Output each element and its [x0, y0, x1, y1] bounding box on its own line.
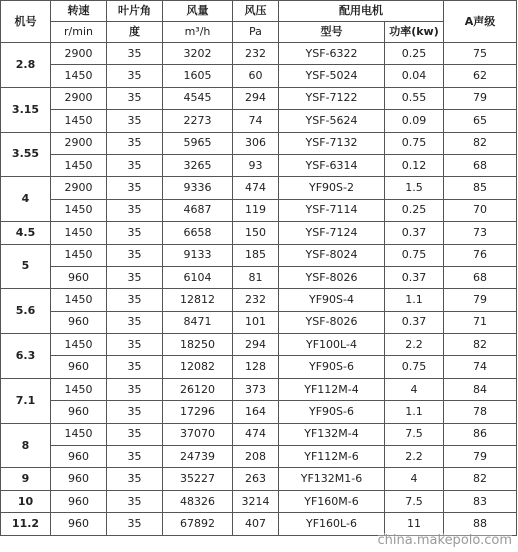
cell-angle: 35 — [107, 244, 163, 266]
cell-motor: YSF-8026 — [279, 311, 385, 333]
cell-noise: 75 — [444, 43, 517, 65]
cell-model: 10 — [1, 490, 51, 512]
cell-noise: 85 — [444, 177, 517, 199]
cell-motor: YSF-8024 — [279, 244, 385, 266]
table-row — [1, 199, 517, 221]
cell-motor: YF90S-6 — [279, 401, 385, 423]
cell-power: 0.37 — [385, 222, 444, 244]
cell-angle: 35 — [107, 266, 163, 288]
cell-pressure: 407 — [233, 513, 279, 535]
cell-speed: 960 — [51, 401, 107, 423]
cell-power: 0.75 — [385, 132, 444, 154]
cell-noise: 68 — [444, 266, 517, 288]
cell-noise: 68 — [444, 154, 517, 176]
cell-power: 4 — [385, 378, 444, 400]
cell-model: 3.55 — [1, 132, 51, 177]
cell-airflow: 9133 — [163, 244, 233, 266]
cell-noise: 86 — [444, 423, 517, 445]
cell-speed: 1450 — [51, 378, 107, 400]
table-row — [1, 446, 517, 468]
cell-speed: 1450 — [51, 110, 107, 132]
table-row — [1, 311, 517, 333]
cell-model: 5 — [1, 244, 51, 289]
table-row — [1, 468, 517, 490]
cell-pressure: 74 — [233, 110, 279, 132]
cell-model: 3.15 — [1, 87, 51, 132]
cell-motor: YSF-6322 — [279, 43, 385, 65]
cell-motor: YF90S-2 — [279, 177, 385, 199]
watermark: china.makepolo.com — [377, 533, 512, 548]
table-row — [1, 222, 517, 244]
cell-speed: 960 — [51, 311, 107, 333]
cell-airflow: 37070 — [163, 423, 233, 445]
table-row — [1, 43, 517, 65]
cell-motor: YSF-7124 — [279, 222, 385, 244]
cell-pressure: 208 — [233, 446, 279, 468]
table-body — [1, 43, 517, 536]
cell-model: 4 — [1, 177, 51, 222]
cell-power: 0.25 — [385, 43, 444, 65]
cell-angle: 35 — [107, 132, 163, 154]
cell-power: 0.37 — [385, 266, 444, 288]
cell-power: 0.12 — [385, 154, 444, 176]
cell-motor: YF112M-4 — [279, 378, 385, 400]
cell-pressure: 294 — [233, 87, 279, 109]
cell-speed: 960 — [51, 490, 107, 512]
cell-angle: 35 — [107, 334, 163, 356]
header-speed-unit: r/min — [51, 22, 107, 43]
cell-airflow: 24739 — [163, 446, 233, 468]
cell-angle: 35 — [107, 513, 163, 535]
cell-airflow: 35227 — [163, 468, 233, 490]
cell-speed: 1450 — [51, 199, 107, 221]
cell-angle: 35 — [107, 65, 163, 87]
cell-angle: 35 — [107, 356, 163, 378]
cell-motor: YSF-8026 — [279, 266, 385, 288]
cell-airflow: 6658 — [163, 222, 233, 244]
cell-angle: 35 — [107, 490, 163, 512]
cell-noise: 71 — [444, 311, 517, 333]
cell-angle: 35 — [107, 154, 163, 176]
cell-speed: 2900 — [51, 177, 107, 199]
cell-power: 0.75 — [385, 356, 444, 378]
cell-pressure: 294 — [233, 334, 279, 356]
cell-airflow: 8471 — [163, 311, 233, 333]
table-row — [1, 490, 517, 512]
cell-noise: 74 — [444, 356, 517, 378]
cell-noise: 79 — [444, 87, 517, 109]
cell-angle: 35 — [107, 177, 163, 199]
cell-pressure: 101 — [233, 311, 279, 333]
cell-noise: 88 — [444, 513, 517, 535]
cell-angle: 35 — [107, 311, 163, 333]
cell-noise: 78 — [444, 401, 517, 423]
cell-pressure: 232 — [233, 289, 279, 311]
cell-motor: YSF-7122 — [279, 87, 385, 109]
header-pressure-unit: Pa — [233, 22, 279, 43]
cell-motor: YF160L-6 — [279, 513, 385, 535]
cell-noise: 70 — [444, 199, 517, 221]
cell-pressure: 263 — [233, 468, 279, 490]
cell-motor: YSF-7114 — [279, 199, 385, 221]
table-row — [1, 65, 517, 87]
cell-airflow: 17296 — [163, 401, 233, 423]
cell-noise: 83 — [444, 490, 517, 512]
cell-angle: 35 — [107, 423, 163, 445]
cell-angle: 35 — [107, 87, 163, 109]
cell-noise: 65 — [444, 110, 517, 132]
table-row — [1, 423, 517, 445]
cell-pressure: 150 — [233, 222, 279, 244]
table-row — [1, 378, 517, 400]
cell-airflow: 6104 — [163, 266, 233, 288]
cell-noise: 82 — [444, 132, 517, 154]
cell-power: 7.5 — [385, 490, 444, 512]
cell-power: 1.1 — [385, 401, 444, 423]
cell-pressure: 306 — [233, 132, 279, 154]
cell-power: 1.1 — [385, 289, 444, 311]
cell-airflow: 5965 — [163, 132, 233, 154]
cell-power: 4 — [385, 468, 444, 490]
cell-airflow: 67892 — [163, 513, 233, 535]
cell-model: 8 — [1, 423, 51, 468]
cell-angle: 35 — [107, 468, 163, 490]
cell-power: 2.2 — [385, 334, 444, 356]
cell-power: 0.75 — [385, 244, 444, 266]
cell-pressure: 185 — [233, 244, 279, 266]
cell-motor: YSF-7132 — [279, 132, 385, 154]
cell-pressure: 232 — [233, 43, 279, 65]
cell-pressure: 93 — [233, 154, 279, 176]
cell-power: 11 — [385, 513, 444, 535]
table-row — [1, 87, 517, 109]
cell-noise: 84 — [444, 378, 517, 400]
cell-speed: 1450 — [51, 222, 107, 244]
cell-motor: YF90S-4 — [279, 289, 385, 311]
cell-model: 7.1 — [1, 378, 51, 423]
cell-speed: 1450 — [51, 289, 107, 311]
cell-motor: YF100L-4 — [279, 334, 385, 356]
header-pressure: 风压 — [233, 1, 279, 22]
header-row-2 — [1, 22, 517, 43]
table-row — [1, 244, 517, 266]
header-noise: A声级 — [444, 1, 517, 43]
cell-pressure: 60 — [233, 65, 279, 87]
header-speed: 转速 — [51, 1, 107, 22]
cell-angle: 35 — [107, 378, 163, 400]
table-row — [1, 289, 517, 311]
cell-power: 0.55 — [385, 87, 444, 109]
cell-speed: 2900 — [51, 132, 107, 154]
table-row — [1, 266, 517, 288]
cell-motor: YF132M1-6 — [279, 468, 385, 490]
cell-speed: 960 — [51, 446, 107, 468]
cell-airflow: 4687 — [163, 199, 233, 221]
cell-power: 1.5 — [385, 177, 444, 199]
cell-airflow: 3202 — [163, 43, 233, 65]
cell-airflow: 12082 — [163, 356, 233, 378]
header-model: 机号 — [1, 1, 51, 43]
cell-power: 2.2 — [385, 446, 444, 468]
header-motor: 配用电机 — [279, 1, 444, 22]
table-row — [1, 401, 517, 423]
cell-noise: 82 — [444, 334, 517, 356]
cell-model: 9 — [1, 468, 51, 490]
cell-angle: 35 — [107, 199, 163, 221]
cell-pressure: 81 — [233, 266, 279, 288]
header-blade-angle: 叶片角 — [107, 1, 163, 22]
table-row — [1, 356, 517, 378]
table-row — [1, 110, 517, 132]
table-row — [1, 154, 517, 176]
cell-speed: 960 — [51, 266, 107, 288]
cell-speed: 1450 — [51, 65, 107, 87]
cell-speed: 1450 — [51, 334, 107, 356]
cell-airflow: 48326 — [163, 490, 233, 512]
table-row — [1, 334, 517, 356]
cell-speed: 960 — [51, 513, 107, 535]
cell-power: 0.04 — [385, 65, 444, 87]
cell-pressure: 474 — [233, 177, 279, 199]
cell-power: 0.25 — [385, 199, 444, 221]
cell-speed: 1450 — [51, 423, 107, 445]
cell-airflow: 26120 — [163, 378, 233, 400]
cell-speed: 1450 — [51, 154, 107, 176]
header-motor-type: 型号 — [279, 22, 385, 43]
cell-power: 7.5 — [385, 423, 444, 445]
header-motor-power: 功率(kw) — [385, 22, 444, 43]
cell-motor: YSF-6314 — [279, 154, 385, 176]
cell-noise: 79 — [444, 289, 517, 311]
header-airflow: 风量 — [163, 1, 233, 22]
cell-angle: 35 — [107, 401, 163, 423]
cell-motor: YF160M-6 — [279, 490, 385, 512]
cell-pressure: 373 — [233, 378, 279, 400]
cell-noise: 73 — [444, 222, 517, 244]
cell-pressure: 164 — [233, 401, 279, 423]
cell-angle: 35 — [107, 43, 163, 65]
cell-angle: 35 — [107, 289, 163, 311]
cell-speed: 960 — [51, 356, 107, 378]
table-row — [1, 177, 517, 199]
cell-pressure: 128 — [233, 356, 279, 378]
cell-noise: 76 — [444, 244, 517, 266]
header-blade-angle-2: 度 — [107, 22, 163, 43]
cell-noise: 79 — [444, 446, 517, 468]
cell-speed: 1450 — [51, 244, 107, 266]
cell-angle: 35 — [107, 222, 163, 244]
cell-airflow: 9336 — [163, 177, 233, 199]
cell-noise: 82 — [444, 468, 517, 490]
cell-airflow: 18250 — [163, 334, 233, 356]
cell-model: 6.3 — [1, 334, 51, 379]
cell-airflow: 3265 — [163, 154, 233, 176]
table-row — [1, 513, 517, 535]
cell-model: 11.2 — [1, 513, 51, 535]
cell-speed: 2900 — [51, 87, 107, 109]
cell-motor: YF132M-4 — [279, 423, 385, 445]
cell-motor: YF90S-6 — [279, 356, 385, 378]
cell-model: 2.8 — [1, 43, 51, 88]
table-row — [1, 132, 517, 154]
cell-airflow: 1605 — [163, 65, 233, 87]
cell-power: 0.37 — [385, 311, 444, 333]
cell-pressure: 119 — [233, 199, 279, 221]
cell-airflow: 4545 — [163, 87, 233, 109]
cell-airflow: 2273 — [163, 110, 233, 132]
cell-noise: 62 — [444, 65, 517, 87]
cell-airflow: 12812 — [163, 289, 233, 311]
cell-angle: 35 — [107, 110, 163, 132]
cell-power: 0.09 — [385, 110, 444, 132]
cell-model: 4.5 — [1, 222, 51, 244]
cell-pressure: 3214 — [233, 490, 279, 512]
cell-angle: 35 — [107, 446, 163, 468]
cell-motor: YSF-5024 — [279, 65, 385, 87]
cell-motor: YSF-5624 — [279, 110, 385, 132]
cell-motor: YF112M-6 — [279, 446, 385, 468]
header-airflow-unit: m³/h — [163, 22, 233, 43]
cell-model: 5.6 — [1, 289, 51, 334]
cell-speed: 2900 — [51, 43, 107, 65]
header-row-1 — [1, 1, 517, 22]
cell-pressure: 474 — [233, 423, 279, 445]
cell-speed: 960 — [51, 468, 107, 490]
